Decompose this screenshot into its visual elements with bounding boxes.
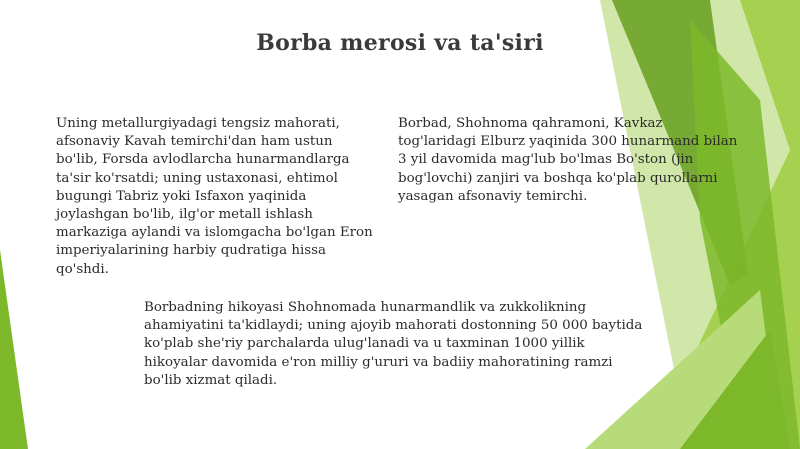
paragraph-right: Borbad, Shohnoma qahramoni, Kavkaz tog'laridagi Elburz yaqinida 300 hunarmand bilan 3 yil davomida mag'lub bo'lmas Bo'ston (jin bog'lovchi) zanjiri va boshqa ko'plab qurollarni yasagan afsonaviy temirchi.	[398, 116, 738, 204]
paragraph-bottom: Borbadning hikoyasi Shohnomada hunarmandlik va zukkolikning ahamiyatini ta'kidlaydi; uning ajoyib mahorati dostonning 50 000 baytida ko'plab she'riy parchalarda ulug'lanadi va u taxminan 1000 yillik hikoyalar davomida e'ron milliy g'ururi va badiiy mahoratining ramzi bo'lib xizmat qiladi.	[144, 300, 643, 388]
paragraph-left: Uning metallurgiyadagi tengsiz mahorati, afsonaviy Kavah temirchi'dan ham ustun bo'lib, Forsda avlodlarcha hunarmandlarga ta'sir ko'rsatdi; uning ustaxonasi, ehtimol bugungi Tabriz yoki Isfaxon yaqinida joylashgan bo'lib, ilg'or metall ishlash markaziga aylandi va islomgacha bo'lgan Eron imperiyalarining harbiy qudratiga hissa qo'shdi.	[56, 116, 373, 277]
slide-title: Borba merosi va ta'siri	[256, 30, 544, 56]
left-green-sliver	[0, 250, 28, 449]
